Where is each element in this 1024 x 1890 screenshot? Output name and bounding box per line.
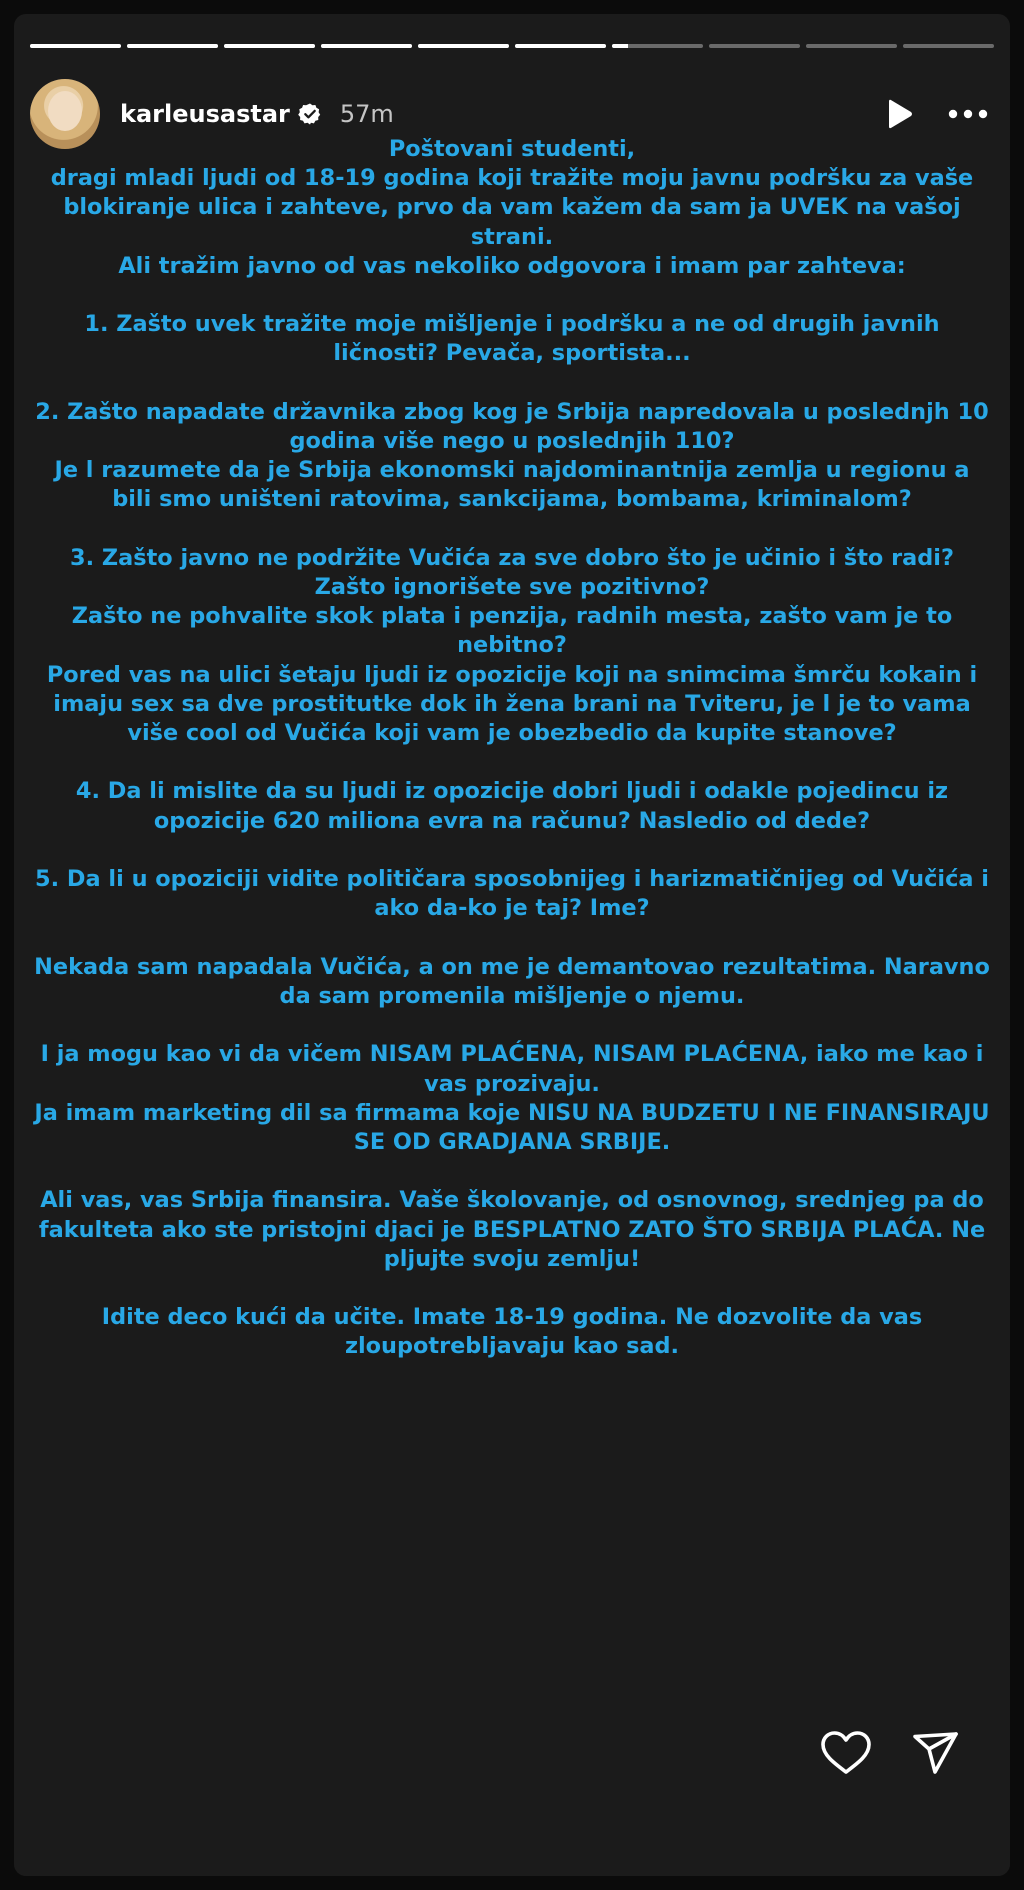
story-progress-segment [321,44,412,48]
story-progress-segment [224,44,315,48]
story-progress-fill [612,44,628,48]
verified-badge-icon [298,102,322,126]
send-icon[interactable] [912,1730,960,1776]
story-progress-segment [806,44,897,48]
post-time: 57m [339,100,394,128]
story-progress-fill [30,44,121,48]
story-progress-fill [224,44,315,48]
story-text-main: Poštovani studenti, dragi mladi ljudi od 18-19 godina koji tražite moju javnu podršku za vaše blokiranje ulica i zahteve, prvo da vam kažem da sam ja UVEK na vašoj strani. Ali tražim javno od vas nekoliko odgovora i imam par zahteva: 1. Zašto uvek tražite moje mišljenje i podršku a ne od drugih javnih ličnosti? Pevača, sportista... 2. Zašto napadate državnika zbog kog je Srbija napredovala u poslednjh 10 godina više nego u poslednjih 110? Je l razumete da je Srbija ekonomski najdominantnija zemlja u regionu a bili smo uništeni ratovima, sankcijama, bombama, kriminalom? 3. Zašto javno ne podržite Vučića za sve dobro što je učinio i što radi? Zašto ignorišete sve pozitivno? Zašto ne pohvalite skok plata i penzija, radnih mesta, zašto vam je to nebitno? Pored vas na ulici šetaju ljudi iz opozicije koji na snimcima šmrču kokain i imaju sex sa dve prostitutke dok ih žena brani na Tviteru, je l je to vama više cool od Vučića koji vam je obezbedio da kupite stanove? 4. Da li mislite da su ljudi iz opozicije dobri ljudi i odakle pojedincu iz opozicije 620 miliona evra na računu? Nasledio od dede? 5. Da li u opoziciji vidite političara sposobnijeg i harizmatičnijeg od Vučića i ako da-ko je taj? Ime? Nekada sam napadala Vučića, a on me je demantovao rezultatima. Naravno da sam promenila mišljenje o njemu. I ja mogu kao vi da vičem NISAM PLAĆENA, NISAM PLAĆENA, iako me kao i vas prozivaju. Ja imam marketing dil sa firmama koje NISU NA BUDZETU I NE FINANSIRAJU SE OD GRADJANA SRBIJE. Ali vas, vas Srbija finansira. Vaše školovanje, od osnovnog, srednjeg pa do fakulteta ako ste pristojni djaci je BESPLATNO ZATO ŠTO SRBIJA PLAĆA. Ne pljujte svoju zemlju! [34,136,990,1272]
heart-icon[interactable] [820,1730,872,1776]
story-text [32,135,992,1362]
story-progress-segment [127,44,218,48]
story-progress-fill [515,44,606,48]
story-progress-segment [30,44,121,48]
story-progress-fill [321,44,412,48]
story-progress-fill [127,44,218,48]
story-text-closing: Idite deco kući da učite. Imate 18-19 godina. Ne dozvolite da vas zloupotrebljavaju kao sad. [101,1304,923,1360]
username[interactable]: karleusastar [120,100,290,128]
story-progress-bar [30,44,994,48]
story-progress-segment [418,44,509,48]
story-actions [820,1730,960,1776]
story-progress-fill [418,44,509,48]
story-progress-segment [612,44,703,48]
play-icon[interactable] [884,98,914,130]
story-viewer [14,14,1010,1876]
story-progress-segment [709,44,800,48]
more-icon[interactable] [948,109,988,119]
story-progress-segment [515,44,606,48]
story-progress-segment [903,44,994,48]
